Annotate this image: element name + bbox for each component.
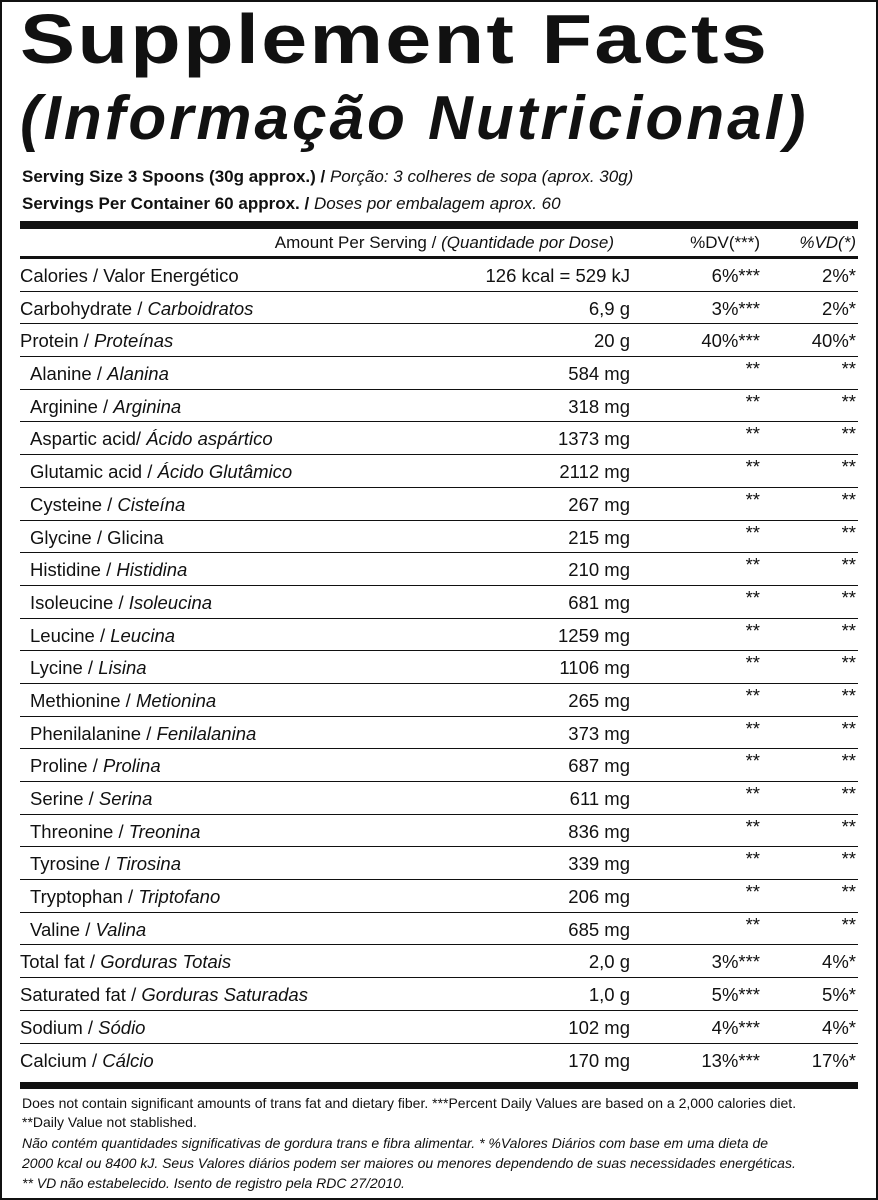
nutrient-name	[30, 684, 216, 717]
servings-per-container	[22, 193, 561, 215]
table-row	[20, 619, 858, 652]
nutrient-name	[20, 324, 173, 357]
nutrient-name	[30, 586, 212, 619]
table-row	[20, 422, 858, 455]
nutrient-amount: 1,0 g	[588, 984, 630, 1006]
nutrient-amount: 836 mg	[568, 820, 630, 842]
nutrient-amount: 1373 mg	[558, 428, 630, 450]
nutrient-amount: 170 mg	[568, 1049, 630, 1071]
nutrient-amount: 206 mg	[568, 886, 630, 908]
nutrient-name-pt: Valina	[95, 918, 147, 940]
table-row	[20, 749, 858, 782]
serving-size-en: Serving Size 3 Spoons (30g approx.) /	[22, 167, 326, 186]
nutrient-name	[30, 749, 161, 782]
nutrient-name	[30, 782, 152, 815]
nutrient-name-en: Sodium /	[20, 1016, 99, 1038]
nutrient-amount: 373 mg	[568, 722, 630, 744]
nutrient-name	[20, 945, 231, 978]
nutrient-amount: 685 mg	[568, 918, 630, 940]
nutrient-name-en: Protein /	[20, 330, 95, 352]
table-row	[20, 521, 858, 554]
nutrient-name	[30, 717, 256, 750]
nutrient-name-pt: Lisina	[98, 657, 147, 679]
nutrient-name-en: Arginine /	[30, 395, 114, 417]
header-amount-en: Amount Per Serving /	[274, 233, 442, 252]
nutrient-name	[30, 455, 292, 488]
nutrient-name-en: Glycine /	[30, 526, 108, 548]
panel-subtitle: (Informação Nutricional)	[20, 84, 809, 153]
nutrient-dv: **	[745, 488, 760, 510]
nutrient-name	[30, 913, 146, 946]
nutrient-vd: 2%*	[822, 297, 856, 319]
nutrient-vd: 2%*	[822, 265, 856, 286]
nutrient-amount: 210 mg	[568, 559, 630, 581]
nutrient-name	[30, 488, 185, 521]
nutrient-name-pt: Isoleucina	[128, 591, 213, 613]
nutrient-name-en: Serine /	[30, 788, 99, 809]
nutrient-vd: **	[841, 848, 856, 870]
nutrient-amount: 1106 mg	[559, 657, 630, 679]
nutrient-dv: **	[745, 750, 760, 772]
nutrient-vd: 4%*	[822, 1016, 856, 1038]
nutrient-vd: 5%*	[822, 984, 856, 1006]
nutrient-name-pt: Ácido aspártico	[146, 428, 273, 450]
table-row	[20, 782, 858, 815]
nutrient-dv: **	[745, 423, 760, 445]
nutrient-name-pt: Carboidratos	[147, 297, 254, 319]
nutrient-name	[30, 390, 181, 423]
nutrient-amount: 126 kcal = 529 kJ	[485, 265, 630, 286]
nutrient-dv: 5%***	[711, 984, 760, 1006]
table-row	[20, 815, 858, 848]
nutrient-dv: 6%***	[711, 265, 760, 286]
table-row	[20, 292, 858, 325]
nutrient-vd: **	[841, 586, 856, 608]
footnote-line-2: **Daily Value not stablished.	[22, 1114, 197, 1130]
nutrient-amount: 6,9 g	[588, 297, 630, 319]
nutrient-vd: **	[841, 390, 856, 412]
nutrient-vd: 17%*	[811, 1049, 856, 1071]
nutrient-amount: 215 mg	[568, 526, 630, 548]
footnote-line-1: Does not contain significant amounts of trans fat and dietary fiber. ***Percent Daily Values are based on a 2,000 calories diet.	[22, 1095, 797, 1111]
nutrient-name-en: Saturated fat /	[20, 984, 142, 1006]
nutrient-dv: 3%***	[711, 951, 760, 973]
nutrient-name-en: Alanine /	[30, 363, 108, 385]
nutrient-name-pt: Glicina	[107, 526, 164, 548]
nutrient-dv: **	[745, 390, 760, 412]
table-row	[20, 880, 858, 913]
nutrient-amount: 102 mg	[568, 1016, 630, 1038]
nutrient-name-en: Valine /	[30, 918, 96, 940]
nutrient-name-pt: Triptofano	[138, 886, 221, 908]
header-amount	[275, 230, 614, 256]
nutrient-dv: **	[745, 815, 760, 837]
nutrient-name	[30, 880, 220, 913]
nutrient-name-en: Leucine /	[30, 624, 111, 646]
nutrient-name-en: Phenilalanine /	[30, 722, 157, 744]
nutrient-dv: **	[745, 358, 760, 380]
footnote-line-3: Não contém quantidades significativas de gordura trans e fibra alimentar. * %Valores Diários com base em uma dieta de	[22, 1135, 769, 1151]
nutrient-name-en: Total fat /	[20, 951, 101, 973]
nutrient-vd: **	[841, 521, 856, 543]
serving-size-pt: Porção: 3 colheres de sopa (aprox. 30g)	[325, 167, 634, 186]
nutrient-name-pt: Arginina	[113, 395, 182, 417]
table-row	[20, 324, 858, 357]
nutrient-vd: **	[841, 783, 856, 804]
nutrient-name	[20, 1011, 145, 1044]
nutrient-name	[20, 292, 253, 325]
panel-title: Supplement Facts	[20, 0, 770, 78]
nutrient-name-pt: Serina	[98, 788, 153, 809]
table-row	[20, 1044, 858, 1077]
nutrient-name-pt: Gorduras Saturadas	[141, 984, 308, 1006]
nutrient-name-en: Carbohydrate /	[20, 297, 148, 319]
nutrient-vd: **	[841, 913, 856, 935]
nutrient-name-pt: Treonina	[128, 820, 201, 842]
nutrient-name-pt: Valor Energético	[103, 265, 239, 286]
nutrient-name-pt: Prolina	[103, 755, 161, 777]
nutrient-vd: **	[841, 881, 856, 903]
nutrient-vd: **	[841, 423, 856, 445]
table-row	[20, 684, 858, 717]
footnote-line-5: ** VD não estabelecido. Isento de registro pela RDC 27/2010.	[22, 1175, 405, 1191]
table-row	[20, 717, 858, 750]
nutrient-name	[20, 1044, 154, 1077]
header-dv: %DV(***)	[690, 233, 760, 252]
nutrient-dv: 13%***	[701, 1049, 760, 1071]
nutrient-vd: 4%*	[822, 951, 856, 973]
nutrient-name-en: Calcium /	[20, 1049, 103, 1071]
table-row	[20, 651, 858, 684]
nutrient-dv: **	[745, 554, 760, 576]
table-row	[20, 847, 858, 880]
nutrient-name	[30, 422, 273, 455]
nutrient-name	[20, 259, 239, 292]
nutrient-amount: 339 mg	[568, 853, 630, 875]
nutrient-name	[30, 357, 169, 390]
nutrient-dv: **	[745, 848, 760, 870]
nutrient-dv: **	[745, 913, 760, 935]
nutrient-dv: 40%***	[701, 330, 760, 352]
table-row	[20, 913, 858, 946]
nutrient-name-pt: Alanina	[107, 363, 169, 385]
nutrient-dv: 4%***	[711, 1016, 760, 1038]
nutrient-dv: **	[745, 684, 760, 706]
nutrient-name-en: Aspartic acid/	[30, 428, 147, 450]
nutrient-name-en: Cysteine /	[30, 493, 118, 515]
footnote-line-4: 2000 kcal ou 8400 kJ. Seus Valores diários podem ser maiores ou menores dependendo de suas necessidades energéticas.	[22, 1155, 796, 1171]
nutrient-vd: **	[841, 358, 856, 380]
nutrient-name	[30, 521, 164, 554]
header-amount-pt: (Quantidade por Dose)	[441, 233, 614, 252]
nutrient-name-pt: Proteínas	[94, 330, 174, 352]
table-row	[20, 259, 858, 292]
nutrient-name	[30, 847, 181, 880]
table-row	[20, 390, 858, 423]
nutrient-amount: 584 mg	[568, 363, 630, 385]
nutrient-dv: **	[745, 783, 760, 804]
nutrient-vd: **	[841, 652, 856, 674]
nutrient-name-en: Tryptophan /	[30, 886, 139, 908]
nutrient-amount: 2,0 g	[588, 951, 630, 973]
nutrient-name-en: Isoleucine /	[30, 591, 129, 613]
nutrient-name-en: Proline /	[30, 755, 104, 777]
nutrient-name	[30, 619, 175, 652]
nutrient-name	[30, 553, 187, 586]
nutrient-name-en: Calories /	[20, 265, 104, 286]
nutrient-vd: **	[841, 554, 856, 576]
nutrient-vd: **	[841, 717, 856, 739]
table-header	[20, 230, 858, 259]
table-row	[20, 586, 858, 619]
table-row	[20, 553, 858, 586]
nutrient-name-pt: Tirosina	[115, 853, 181, 875]
nutrient-amount: 267 mg	[568, 493, 630, 515]
nutrient-name-en: Lycine /	[30, 657, 99, 679]
nutrient-vd: **	[841, 619, 856, 641]
nutrient-amount: 20 g	[593, 330, 630, 352]
table-row	[20, 978, 858, 1011]
nutrient-dv: **	[745, 586, 760, 608]
nutrient-amount: 2112 mg	[559, 461, 630, 483]
nutrient-vd: **	[841, 815, 856, 837]
table-row	[20, 455, 858, 488]
nutrient-name	[20, 978, 308, 1011]
nutrient-name-en: Tyrosine /	[30, 853, 116, 875]
nutrient-name-pt: Cisteína	[117, 493, 186, 515]
nutrient-vd: **	[841, 456, 856, 478]
bottom-divider	[20, 1082, 858, 1089]
nutrient-dv: **	[745, 881, 760, 903]
nutrient-vd: 40%*	[811, 330, 856, 352]
nutrient-name-pt: Cálcio	[102, 1049, 154, 1071]
nutrient-name-pt: Histidina	[116, 559, 188, 581]
nutrient-name-pt: Ácido Glutâmico	[157, 461, 293, 483]
nutrient-amount: 611 mg	[569, 788, 630, 809]
table-row	[20, 1011, 858, 1044]
nutrient-amount: 687 mg	[568, 755, 630, 777]
nutrient-name-en: Glutamic acid /	[30, 461, 158, 483]
nutrient-dv: 3%***	[711, 297, 760, 319]
nutrient-dv: **	[745, 521, 760, 543]
nutrient-dv: **	[745, 717, 760, 739]
nutrient-name-pt: Leucina	[110, 624, 176, 646]
nutrient-name-pt: Metionina	[135, 689, 217, 711]
nutrient-name-pt: Sódio	[98, 1016, 146, 1038]
servings-per-container-pt: Doses por embalagem aprox. 60	[309, 194, 561, 213]
nutrient-amount: 1259 mg	[558, 624, 630, 646]
nutrient-vd: **	[841, 684, 856, 706]
nutrient-name-en: Histidine /	[30, 559, 117, 581]
table-row	[20, 488, 858, 521]
nutrient-name-en: Methionine /	[30, 689, 136, 711]
nutrient-amount: 318 mg	[568, 395, 630, 417]
nutrient-name-pt: Gorduras Totais	[100, 951, 232, 973]
nutrient-table	[20, 259, 858, 1076]
header-vd: %VD(*)	[799, 233, 856, 252]
nutrient-name	[30, 651, 147, 684]
serving-size	[22, 166, 633, 188]
nutrient-vd: **	[841, 488, 856, 510]
nutrient-dv: **	[745, 652, 760, 674]
nutrient-amount: 681 mg	[568, 591, 630, 613]
table-row	[20, 357, 858, 390]
nutrient-name	[30, 815, 200, 848]
nutrient-name-en: Threonine /	[30, 820, 129, 842]
top-divider	[20, 221, 858, 229]
nutrient-name-pt: Fenilalanina	[156, 722, 257, 744]
nutrient-vd: **	[841, 750, 856, 772]
servings-per-container-en: Servings Per Container 60 approx. /	[22, 194, 310, 213]
nutrient-dv: **	[745, 619, 760, 641]
table-row	[20, 945, 858, 978]
nutrient-dv: **	[745, 456, 760, 478]
nutrient-amount: 265 mg	[568, 689, 630, 711]
